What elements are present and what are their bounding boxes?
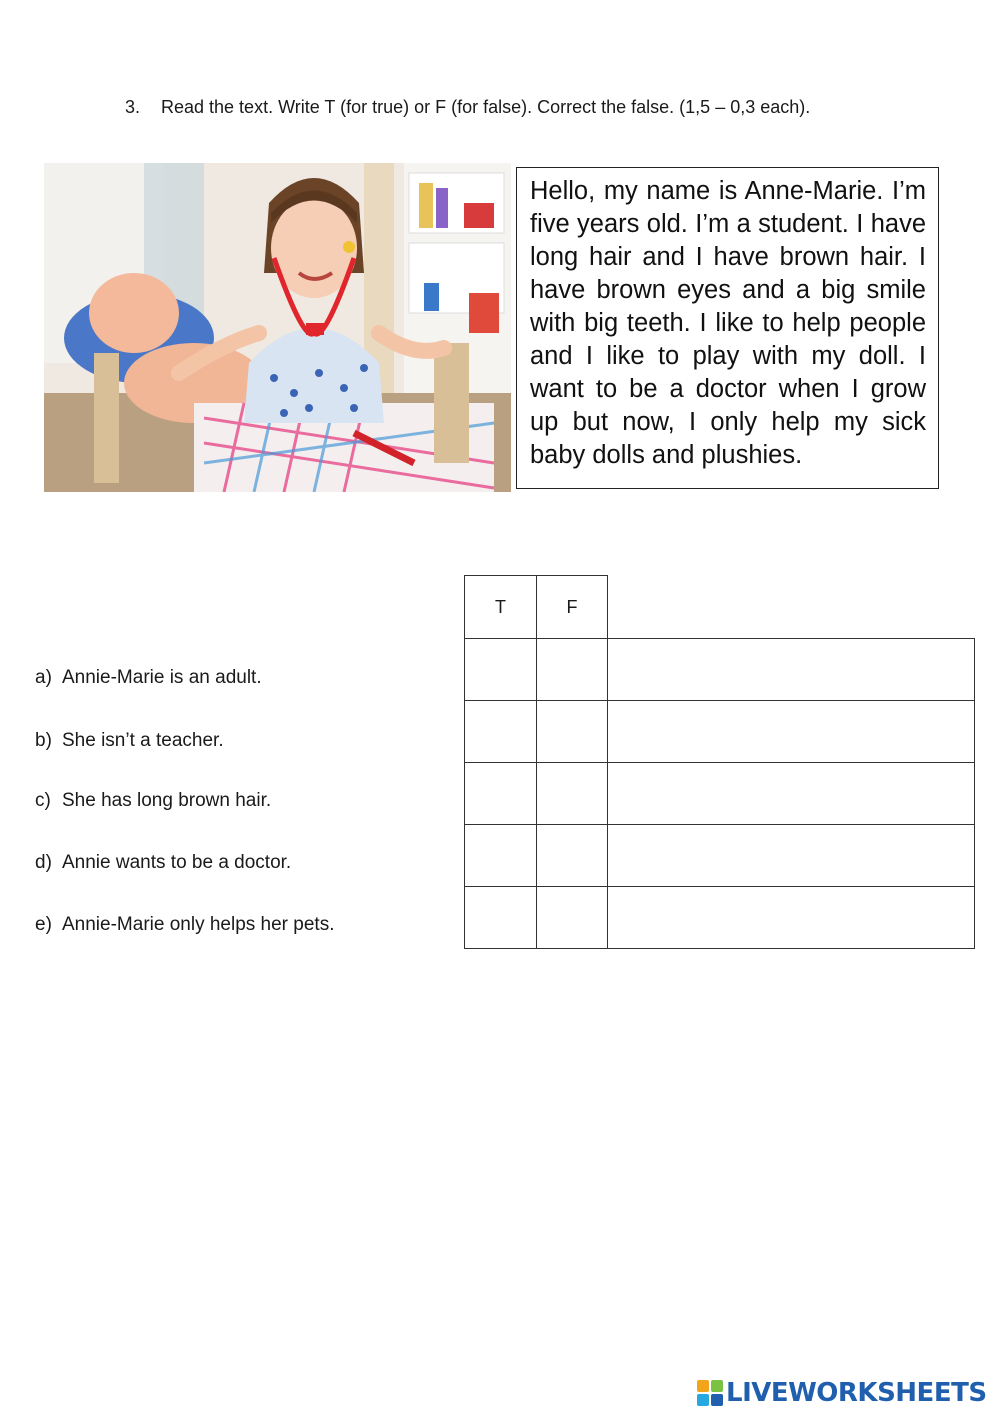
correction-cell-c[interactable] (608, 763, 975, 825)
statement-text: She has long brown hair. (62, 790, 272, 811)
table-row (465, 763, 975, 825)
correction-cell-e[interactable] (608, 887, 975, 949)
instruction (125, 95, 925, 119)
table-row (465, 639, 975, 701)
answer-cell-false-a[interactable] (537, 639, 608, 701)
statement-text: Annie-Marie only helps her pets. (62, 914, 335, 935)
photo-girl-doctor-with-doll-icon (44, 163, 511, 492)
instruction-number: 3. (125, 97, 141, 117)
list-item (35, 851, 291, 875)
statement-text: She isn’t a teacher. (62, 730, 224, 751)
statement-letter: a) (35, 667, 52, 688)
instruction-text: Read the text. Write T (for true) or F (for false). Correct the false. (1,5 – 0,3 each). (161, 97, 811, 117)
list-item (35, 729, 224, 753)
logo-text: LIVEWORKSHEETS (726, 1378, 987, 1408)
answer-cell-true-e[interactable] (465, 887, 537, 949)
table-header-row (465, 576, 975, 639)
list-item (35, 666, 262, 690)
photo-illustration (44, 163, 511, 492)
statement-letter: c) (35, 790, 51, 811)
statement-letter: b) (35, 730, 52, 751)
statement-text: Annie wants to be a doctor. (62, 852, 292, 873)
table-row (465, 825, 975, 887)
table-row (465, 887, 975, 949)
answer-cell-true-c[interactable] (465, 763, 537, 825)
correction-cell-a[interactable] (608, 639, 975, 701)
story-box (516, 167, 939, 489)
answer-cell-false-d[interactable] (537, 825, 608, 887)
statement-letter: e) (35, 914, 52, 935)
story-text: Hello, my name is Anne-Marie. I’m five years old. I’m a student. I have long hair and I have brown hair. I have brown eyes and a big smile with big teeth. I like to help people and I like to play with my doll. I want to be a doctor when I grow up but now, I only help my sick baby dolls and plushies. (530, 177, 926, 469)
answer-cell-true-a[interactable] (465, 639, 537, 701)
answer-cell-false-b[interactable] (537, 701, 608, 763)
answer-cell-false-e[interactable] (537, 887, 608, 949)
list-item (35, 913, 334, 937)
answer-cell-true-d[interactable] (465, 825, 537, 887)
answer-cell-false-c[interactable] (537, 763, 608, 825)
statement-letter: d) (35, 852, 52, 873)
true-false-table (464, 575, 975, 949)
correction-cell-d[interactable] (608, 825, 975, 887)
liveworksheets-logo-icon (697, 1380, 723, 1406)
header-correction-blank (608, 576, 975, 639)
table-row (465, 701, 975, 763)
header-false: F (537, 576, 608, 639)
header-true: T (465, 576, 537, 639)
answer-cell-true-b[interactable] (465, 701, 537, 763)
list-item (35, 789, 271, 813)
statement-text: Annie-Marie is an adult. (62, 667, 262, 688)
correction-cell-b[interactable] (608, 701, 975, 763)
liveworksheets-logo (697, 1376, 987, 1410)
